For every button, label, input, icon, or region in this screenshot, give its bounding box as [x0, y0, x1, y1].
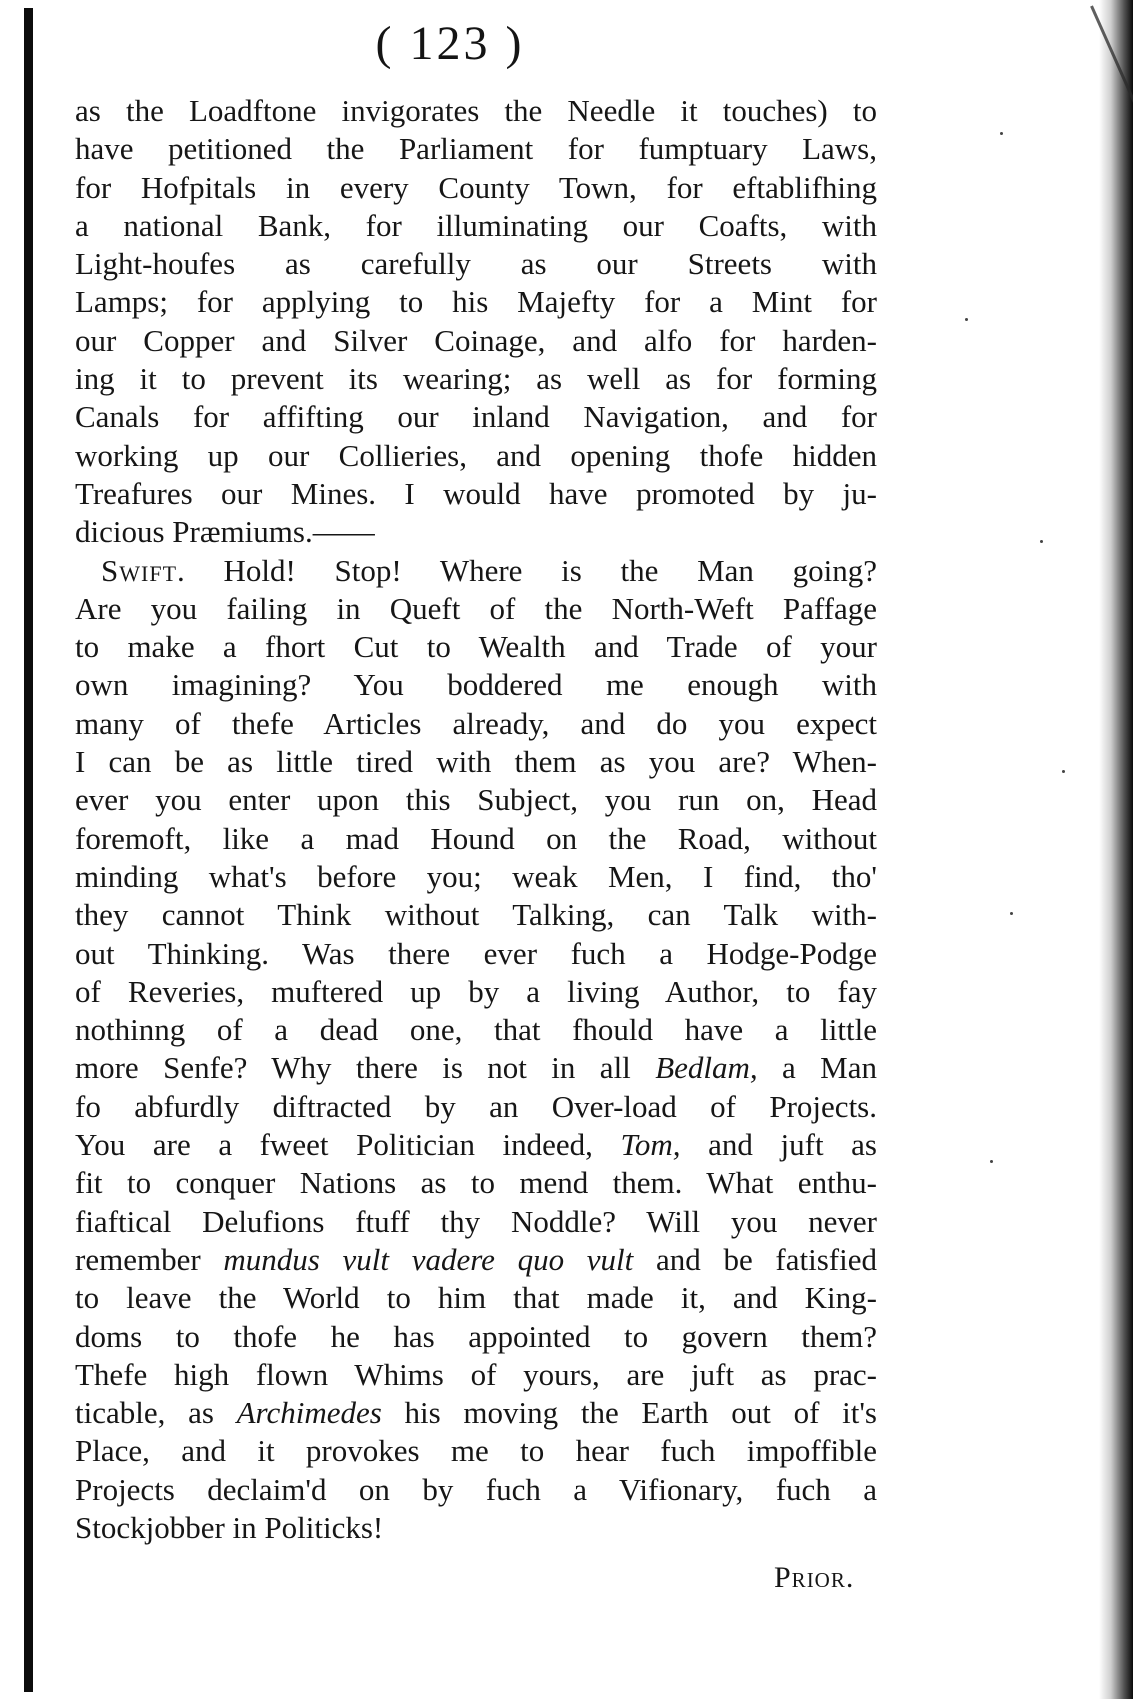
text-line: [75, 666, 877, 704]
text-line: [75, 437, 877, 475]
text-segment: a Man: [757, 1050, 877, 1086]
text-segment: . Hold! Stop! Where is the Man going?: [177, 552, 877, 588]
text-line: [75, 1049, 877, 1087]
text-line: [75, 1279, 877, 1317]
text-line: [75, 1088, 877, 1126]
text-segment: our Copper and Silver Coinage, and alfo for harden-: [75, 322, 877, 358]
text-segment: Lamps; for applying to his Majefty for a Mint for: [75, 284, 877, 320]
text-segment: as the Loadftone invigorates the Needle it touches) to: [75, 93, 877, 128]
text-segment: You are a fweet Politician indeed,: [75, 1127, 621, 1163]
text-line: [75, 513, 877, 551]
text-line: [75, 1318, 877, 1356]
text-line: [75, 896, 877, 934]
text-line: [75, 820, 877, 858]
text-segment: Tom,: [620, 1127, 681, 1163]
text-line: [75, 1011, 877, 1049]
text-segment: remember: [75, 1241, 224, 1277]
text-segment: many of thefe Articles already, and do you expect: [75, 705, 877, 741]
text-segment: doms to thofe he has appointed to govern them?: [75, 1318, 877, 1354]
ink-speck: [1040, 540, 1043, 543]
text-line: [75, 552, 877, 590]
text-segment: dicious Præmiums.——: [75, 514, 375, 550]
text-line: [75, 322, 877, 360]
text-line: [75, 973, 877, 1011]
text-line: [75, 283, 877, 321]
text-segment: Are you failing in Queft of the North-Weft Paffage: [75, 590, 877, 626]
text-line: [75, 92, 877, 130]
text-segment: Light-houfes as carefully as our Streets with: [75, 246, 877, 282]
body-text: [75, 92, 877, 1547]
text-segment: fo abfurdly diftracted by an Over-load of Projects.: [75, 1088, 877, 1124]
ink-speck: [1010, 912, 1013, 915]
text-segment: of Reveries, muftered up by a living Author, to fay: [75, 973, 877, 1009]
text-segment: and be fatisfied: [633, 1241, 877, 1277]
ink-speck: [1062, 770, 1065, 773]
ink-speck: [1000, 132, 1003, 135]
speaker-name: Swift: [101, 552, 178, 588]
text-segment: his moving the Earth out of it's: [381, 1395, 877, 1431]
ink-speck: [965, 318, 968, 321]
text-line: [75, 1241, 877, 1279]
text-line: [75, 1509, 877, 1547]
text-segment: and juft as: [680, 1127, 877, 1163]
text-segment: mundus vult vadere quo vult: [223, 1241, 634, 1277]
text-segment: working up our Collieries, and opening thofe hidden: [75, 437, 877, 473]
text-line: [75, 1126, 877, 1164]
page-gutter-shadow: [24, 8, 33, 1692]
text-segment: Stockjobber in Politicks!: [75, 1509, 384, 1545]
text-segment: own imagining? You boddered me enough with: [75, 667, 877, 703]
text-segment: to leave the World to him that made it, and King-: [75, 1280, 877, 1316]
text-line: [75, 1203, 877, 1241]
text-segment: more Senfe? Why there is not in all: [75, 1050, 656, 1086]
text-segment: to make a fhort Cut to Wealth and Trade of your: [75, 629, 877, 665]
text-line: [75, 781, 877, 819]
text-line: [75, 590, 877, 628]
text-segment: minding what's before you; weak Men, I find, tho': [75, 858, 877, 894]
text-line: [75, 1164, 877, 1202]
text-segment: Treafures our Mines. I would have promoted by ju-: [75, 475, 877, 511]
text-line: [75, 207, 877, 245]
text-segment: Archimedes: [236, 1395, 382, 1431]
text-line: [75, 743, 877, 781]
catchword: Prior.: [774, 1561, 855, 1594]
ink-speck: [990, 1160, 993, 1163]
text-segment: they cannot Think without Talking, can Talk with-: [75, 897, 877, 933]
text-segment: fit to conquer Nations as to mend them. What enthu-: [75, 1165, 877, 1201]
page-edge-shadow: [1099, 0, 1133, 1699]
page-number: ( 123 ): [375, 17, 525, 70]
text-segment: Thefe high flown Whims of yours, are juft as prac-: [75, 1356, 877, 1392]
text-line: [75, 1471, 877, 1509]
text-line: [75, 130, 877, 168]
text-segment: have petitioned the Parliament for fumptuary Laws,: [75, 131, 877, 167]
text-segment: Place, and it provokes me to hear fuch impoffible: [75, 1433, 877, 1469]
text-segment: out Thinking. Was there ever fuch a Hodge-Podge: [75, 935, 877, 971]
text-line: [75, 245, 877, 283]
text-line: [75, 398, 877, 436]
text-line: [75, 858, 877, 896]
text-segment: foremoft, like a mad Hound on the Road, without: [75, 820, 877, 856]
text-segment: Canals for affifting our inland Navigation, and for: [75, 399, 877, 435]
text-segment: I can be as little tired with them as you are? When-: [75, 744, 877, 780]
text-line: [75, 1394, 877, 1432]
text-line: [75, 1356, 877, 1394]
text-segment: nothinng of a dead one, that fhould have a little: [75, 1012, 877, 1048]
text-segment: ing it to prevent its wearing; as well as for forming: [75, 361, 877, 397]
text-segment: a national Bank, for illuminating our Coafts, with: [75, 207, 877, 243]
text-segment: ever you enter upon this Subject, you run on, Head: [75, 782, 877, 818]
text-line: [75, 935, 877, 973]
text-line: [75, 169, 877, 207]
text-segment: ticable, as: [75, 1395, 237, 1431]
text-segment: for Hofpitals in every County Town, for eftablifhing: [75, 169, 877, 205]
text-line: [75, 705, 877, 743]
text-line: [75, 475, 877, 513]
text-line: [75, 360, 877, 398]
text-line: [75, 628, 877, 666]
text-segment: Bedlam,: [655, 1050, 758, 1086]
text-segment: fiaftical Delufions ftuff thy Noddle? Will you never: [75, 1203, 877, 1239]
text-segment: Projects declaim'd on by fuch a Vifionary, fuch a: [75, 1471, 877, 1507]
text-line: [75, 1432, 877, 1470]
